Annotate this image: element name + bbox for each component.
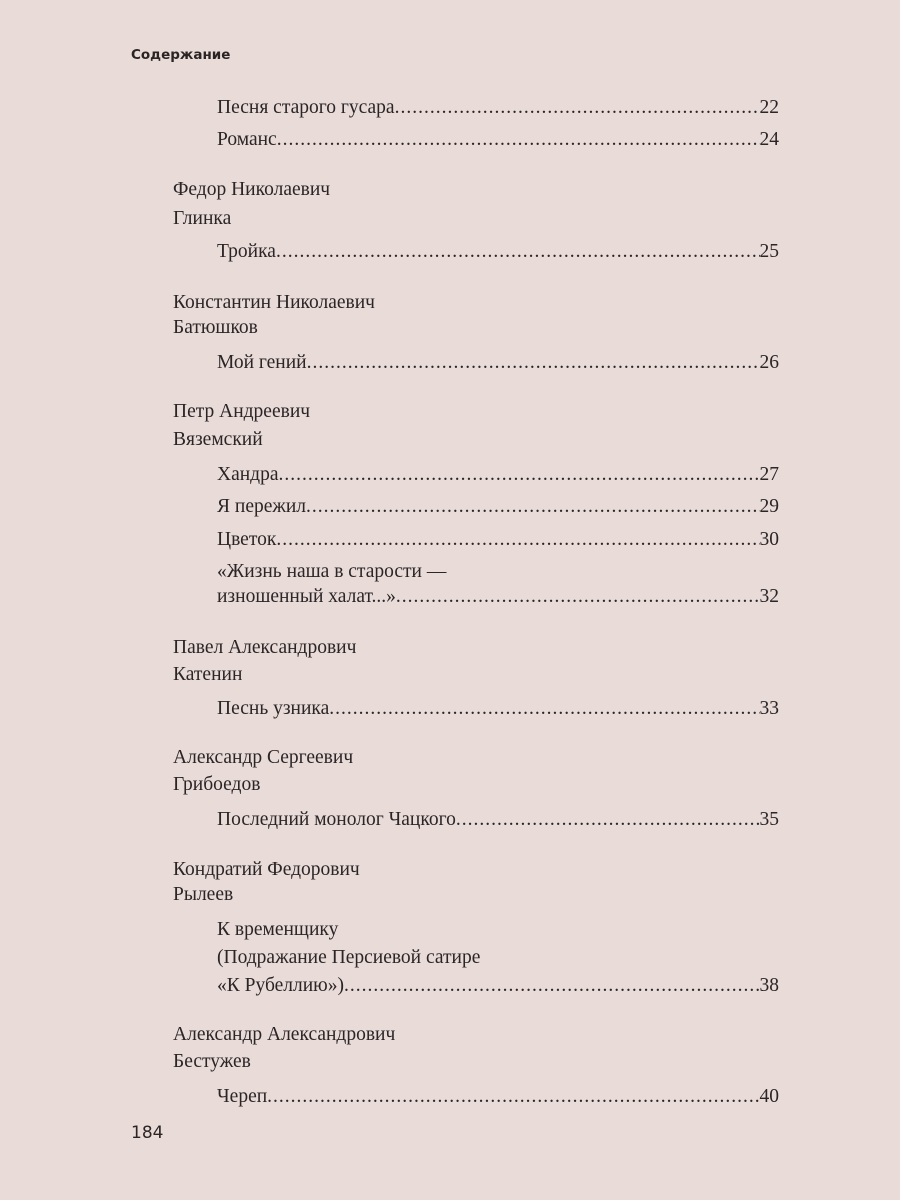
author-name: Павел Александрович xyxy=(173,637,357,658)
entry-page: 38 xyxy=(759,975,779,996)
toc-entry[interactable] xyxy=(217,1084,779,1110)
entry-page: 27 xyxy=(759,464,779,485)
author-surname: Батюшков xyxy=(173,317,258,338)
entry-page: 32 xyxy=(759,586,779,607)
dot-leader xyxy=(344,973,760,999)
entry-page: 40 xyxy=(759,1086,779,1107)
author-name: Александр Александрович xyxy=(173,1024,396,1045)
author-name: Александр Сергеевич xyxy=(173,747,354,768)
toc-entry[interactable] xyxy=(217,584,779,610)
toc-entry[interactable] xyxy=(217,239,779,265)
dot-leader xyxy=(267,1084,759,1110)
entry-title: Песня старого гусара xyxy=(217,97,395,118)
toc-entry[interactable] xyxy=(217,127,779,153)
toc-entry[interactable] xyxy=(217,494,779,520)
author-surname: Грибоедов xyxy=(173,774,261,795)
toc-entry[interactable] xyxy=(217,95,779,121)
running-header: Содержание xyxy=(131,47,231,63)
toc-entry[interactable] xyxy=(217,350,779,376)
entry-title: Песнь узника xyxy=(217,698,330,719)
entry-page: 24 xyxy=(759,129,779,150)
entry-page: 26 xyxy=(759,352,779,373)
dot-leader xyxy=(276,527,759,553)
entry-page: 29 xyxy=(759,496,779,517)
entry-title: Романс xyxy=(217,129,277,150)
entry-title: изношенный халат...» xyxy=(217,586,396,607)
entry-page: 33 xyxy=(759,698,779,719)
dot-leader xyxy=(277,127,760,153)
toc-entry[interactable] xyxy=(217,973,779,999)
dot-leader xyxy=(307,350,760,376)
dot-leader xyxy=(396,584,760,610)
toc-entry[interactable] xyxy=(217,527,779,553)
entry-page: 22 xyxy=(759,97,779,118)
author-surname: Бестужев xyxy=(173,1051,251,1072)
author-surname: Глинка xyxy=(173,208,232,229)
author-name: Петр Андреевич xyxy=(173,401,311,422)
entry-title: Я пережил xyxy=(217,496,307,517)
toc-entry[interactable] xyxy=(217,807,779,833)
entry-title: Череп xyxy=(217,1086,268,1107)
dot-leader xyxy=(279,462,760,488)
author-surname: Вяземский xyxy=(173,429,263,450)
author-surname: Рылеев xyxy=(173,884,234,905)
entry-title: Тройка xyxy=(217,241,276,262)
toc-entry-line-1[interactable] xyxy=(217,917,779,943)
author-surname: Катенин xyxy=(173,664,243,685)
dot-leader xyxy=(395,95,760,121)
dot-leader xyxy=(276,239,760,265)
entry-title: «Жизнь наша в старости — xyxy=(217,561,447,582)
entry-page: 35 xyxy=(759,809,779,830)
author-name: Константин Николаевич xyxy=(173,292,375,313)
author-name: Федор Николаевич xyxy=(173,179,331,200)
toc-entry[interactable] xyxy=(217,462,779,488)
dot-leader xyxy=(456,807,760,833)
entry-title: Хандра xyxy=(217,464,279,485)
entry-title: Цветок xyxy=(217,529,277,550)
entry-page: 30 xyxy=(759,529,779,550)
page-number: 184 xyxy=(131,1123,164,1143)
toc-entry-line-2[interactable] xyxy=(217,945,779,971)
entry-page: 25 xyxy=(759,241,779,262)
entry-title: (Подражание Персиевой сатире xyxy=(217,947,481,968)
toc-entry-line-1[interactable] xyxy=(217,559,779,585)
entry-title: Последний монолог Чацкого xyxy=(217,809,456,830)
author-name: Кондратий Федорович xyxy=(173,859,360,880)
toc-entry[interactable] xyxy=(217,696,779,722)
dot-leader xyxy=(306,494,759,520)
entry-title: Мой гений xyxy=(217,352,307,373)
dot-leader xyxy=(329,696,759,722)
entry-title: «К Рубеллию») xyxy=(217,975,344,996)
entry-title: К временщику xyxy=(217,919,339,940)
